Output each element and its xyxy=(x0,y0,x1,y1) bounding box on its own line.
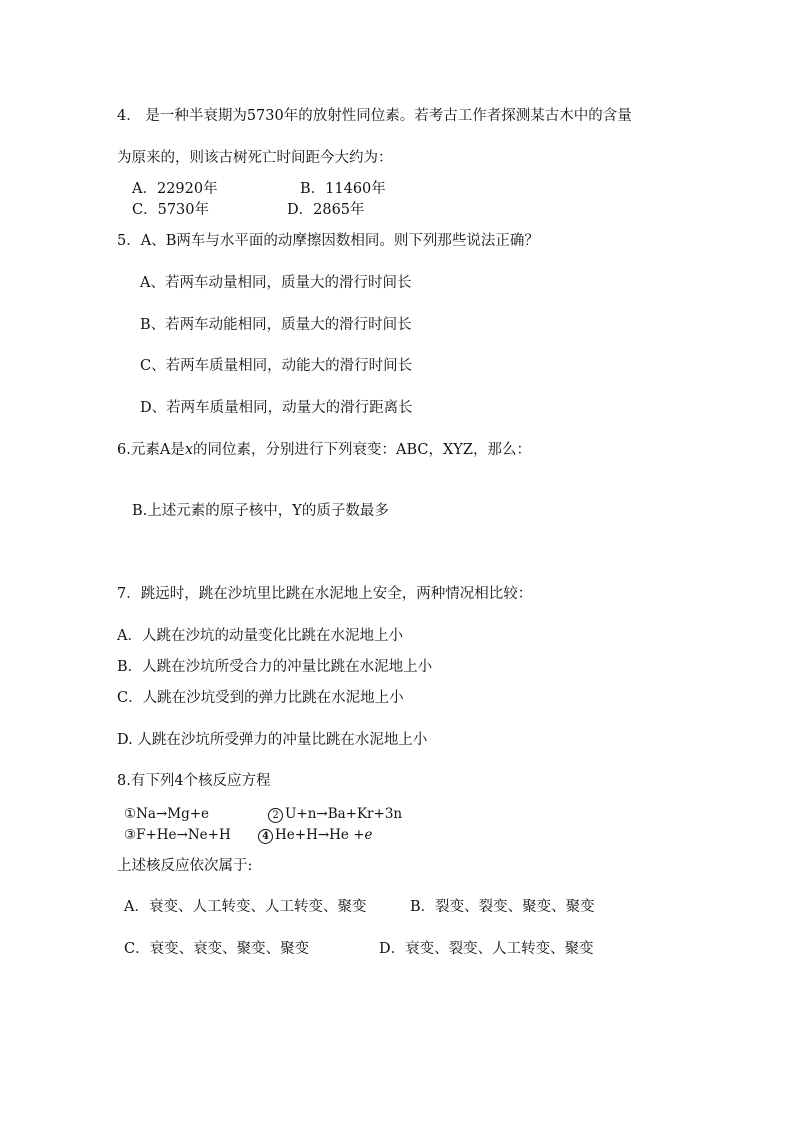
q8-belong-prompt: 上述核反应依次属于: xyxy=(117,858,253,874)
q7-option-b: B．人跳在沙坑所受合力的冲量比跳在水泥地上小 xyxy=(117,659,433,675)
q5-option-b: B、若两车动能相同，质量大的滑行时间长 xyxy=(140,317,412,333)
q7-option-a: A．人跳在沙坑的动量变化比跳在水泥地上小 xyxy=(117,628,403,644)
q6-option-b: B.上述元素的原子核中，Y的质子数最多 xyxy=(132,503,389,519)
q8-reaction-1 xyxy=(124,805,209,823)
q8-reaction-4 xyxy=(258,826,373,844)
q5-stem: 5．A、B两车与水平面的动摩擦因数相同。则下列那些说法正确？ xyxy=(117,233,539,249)
q8-reaction-4-variable: e xyxy=(364,827,373,843)
q8-reaction-3 xyxy=(124,826,231,844)
q8-option-d: D．衰变、裂变、人工转变、聚变 xyxy=(379,941,594,957)
q8-reaction-1-equation: Na→Mg+e xyxy=(136,806,210,822)
q4-option-a: A．22920年 xyxy=(132,181,218,197)
q6-stem-suffix: 的同位素，分别进行下列衰变：ABC，XYZ，那么： xyxy=(193,442,531,458)
q5-option-c: C、若两车质量相同，动能大的滑行时间长 xyxy=(140,358,413,374)
q4-line2: 为原来的，则该古树死亡时间距今大约为： xyxy=(117,150,393,166)
q8-reaction-2-equation: U+n→Ba+Kr+3n xyxy=(285,806,403,822)
q8-reaction-4-equation: He+H→He + xyxy=(275,827,365,843)
q8-option-a: A．衰变、人工转变、人工转变、聚变 xyxy=(124,899,367,915)
q4-option-c: C．5730年 xyxy=(132,202,209,218)
q8-option-b: B．裂变、裂变、聚变、聚变 xyxy=(410,899,595,915)
q8-reaction-2-mark: 2 xyxy=(268,808,283,823)
q8-option-c: C．衰变、衰变、聚变、聚变 xyxy=(124,941,310,957)
q8-reaction-4-mark: 4 xyxy=(258,829,273,844)
q7-stem: 7．跳远时，跳在沙坑里比跳在水泥地上安全，两种情况相比较： xyxy=(117,586,533,602)
q8-reaction-3-equation: F+He→Ne+H xyxy=(136,827,231,843)
q6-stem xyxy=(117,441,531,459)
q8-reaction-3-mark: ③ xyxy=(124,827,137,843)
q4-option-b: B．11460年 xyxy=(300,181,386,197)
q8-reaction-2 xyxy=(268,805,402,823)
q5-option-d: D、若两车质量相同，动量大的滑行距离长 xyxy=(140,400,413,416)
q5-option-a: A、若两车动量相同，质量大的滑行时间长 xyxy=(140,275,412,291)
q4-option-d: D．2865年 xyxy=(287,202,365,218)
q6-stem-variable: x xyxy=(184,442,193,458)
q8-stem: 8.有下列4个核反应方程 xyxy=(117,773,271,789)
q4-line1: 4． 是一种半衰期为5730年的放射性同位素。若考古工作者探测某古木中的含量 xyxy=(117,108,632,124)
q6-stem-prefix: 6.元素A是 xyxy=(117,442,185,458)
q7-option-c: C．人跳在沙坑受到的弹力比跳在水泥地上小 xyxy=(117,690,404,706)
q8-reaction-1-mark: ① xyxy=(124,806,137,822)
q7-option-d: D. 人跳在沙坑所受弹力的冲量比跳在水泥地上小 xyxy=(117,732,428,748)
